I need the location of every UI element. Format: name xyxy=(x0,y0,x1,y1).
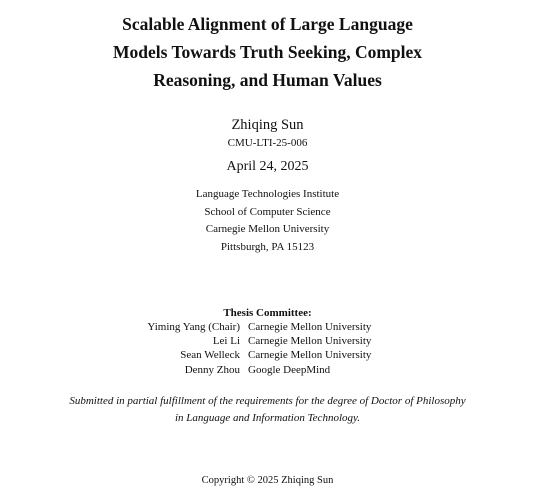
thesis-date: April 24, 2025 xyxy=(226,159,309,174)
member-name: Sean Welleck xyxy=(180,349,240,362)
statement-line: Submitted in partial fulfillment of the requirements for the degree of Doctor of Philosophy xyxy=(69,395,466,407)
affiliation-line: Carnegie Mellon University xyxy=(205,223,330,235)
statement-line: in Language and Information Technology. xyxy=(174,412,361,424)
member-name: Lei Li xyxy=(212,335,240,348)
thesis-title xyxy=(0,10,535,94)
member-affiliation: Google DeepMind xyxy=(248,363,331,376)
title-line-1: Scalable Alignment of Large Language xyxy=(122,14,413,34)
copyright-notice: Copyright © 2025 Zhiqing Sun xyxy=(201,475,334,486)
member-name: Denny Zhou xyxy=(184,363,240,376)
committee-member xyxy=(0,363,535,377)
author-name: Zhiqing Sun xyxy=(231,117,304,133)
title-line-3: Reasoning, and Human Values xyxy=(153,70,382,90)
affiliation-block xyxy=(0,186,535,256)
affiliation-line: Pittsburgh, PA 15123 xyxy=(220,240,315,253)
committee-member xyxy=(0,348,535,362)
title-line-2: Models Towards Truth Seeking, Complex xyxy=(112,42,423,62)
report-number: CMU-LTI-25-006 xyxy=(227,137,308,149)
member-affiliation: Carnegie Mellon University xyxy=(248,349,372,362)
degree-statement xyxy=(0,393,535,427)
member-affiliation: Carnegie Mellon University xyxy=(248,321,372,333)
committee-list xyxy=(0,320,535,377)
member-name: Yiming Yang (Chair) xyxy=(147,321,240,333)
member-affiliation: Carnegie Mellon University xyxy=(248,335,372,348)
affiliation-line: Language Technologies Institute xyxy=(195,188,340,200)
affiliation-line: School of Computer Science xyxy=(204,205,331,218)
committee-member xyxy=(0,334,535,348)
committee-member xyxy=(0,320,535,334)
committee-heading: Thesis Committee: xyxy=(223,307,312,319)
